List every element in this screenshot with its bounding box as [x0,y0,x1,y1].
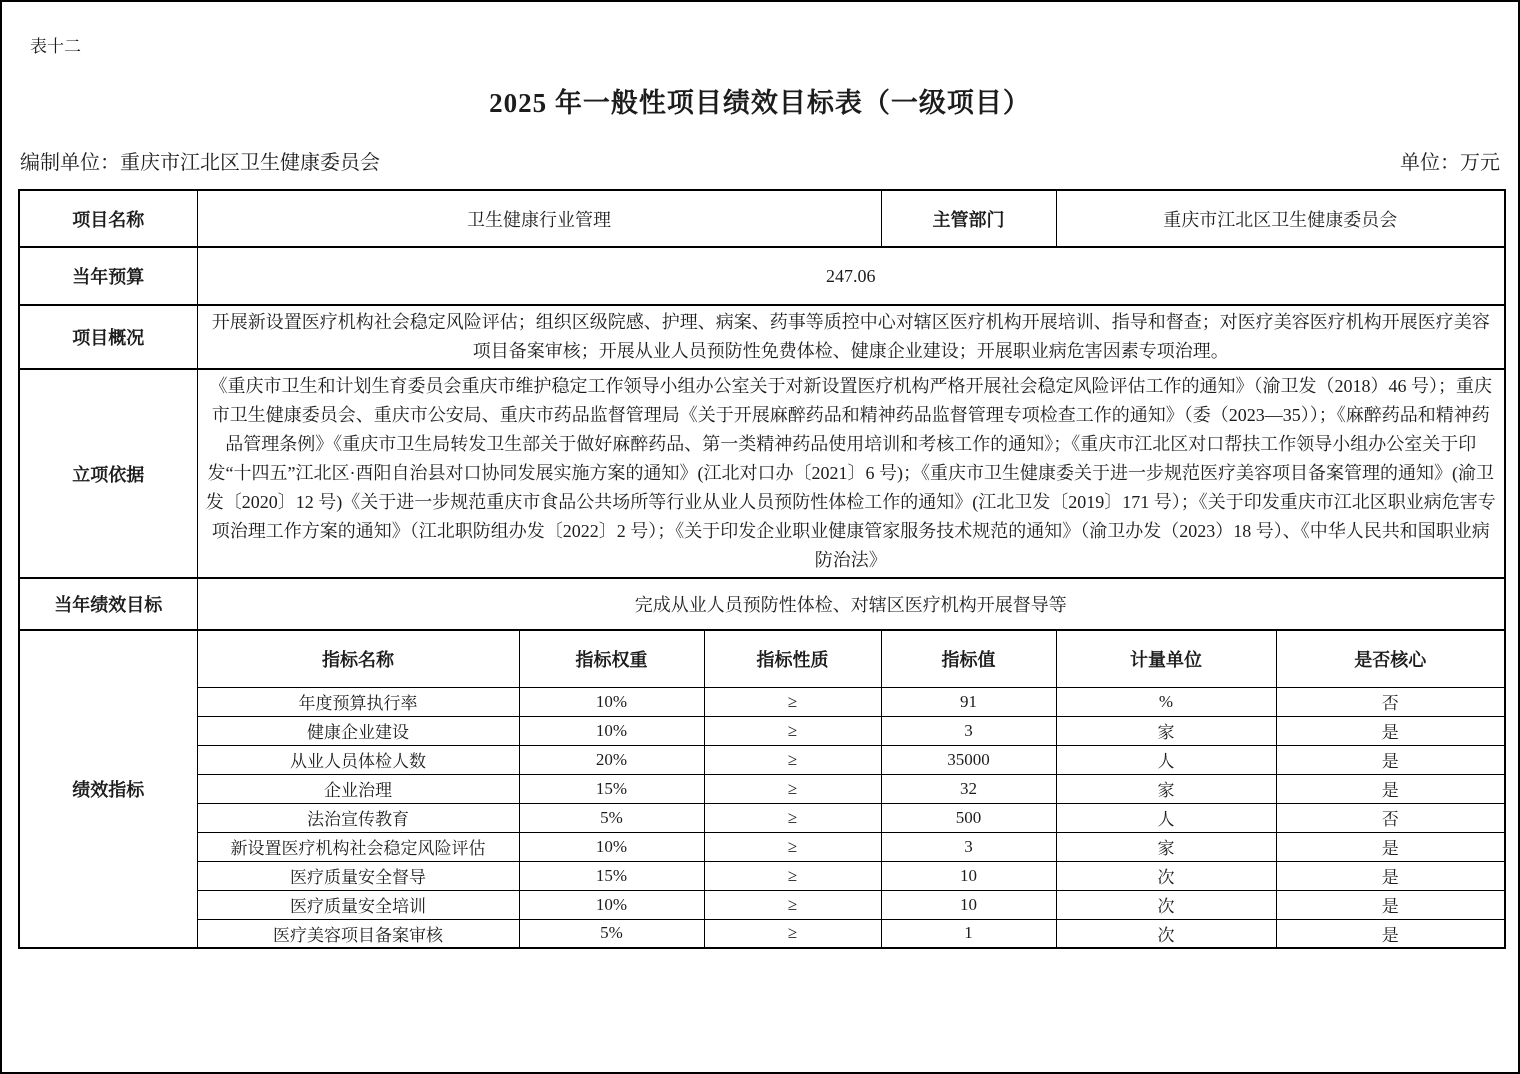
metric-name: 年度预算执行率 [197,687,519,716]
metric-weight: 15% [519,861,704,890]
overview-label: 项目概况 [19,305,197,369]
metric-unit: 人 [1056,803,1276,832]
metric-core: 是 [1276,890,1505,919]
metric-value: 10 [881,890,1056,919]
goal-text: 完成从业人员预防性体检、对辖区医疗机构开展督导等 [197,578,1505,630]
metric-value: 10 [881,861,1056,890]
metric-nature: ≥ [704,774,881,803]
metric-nature: ≥ [704,919,881,948]
metric-nature: ≥ [704,687,881,716]
table-row [19,832,1505,861]
col-metric-weight: 指标权重 [519,630,704,687]
table-row [19,687,1505,716]
table-row [19,716,1505,745]
metric-nature: ≥ [704,803,881,832]
metric-weight: 10% [519,890,704,919]
metric-unit: 次 [1056,861,1276,890]
performance-target-table [18,189,1506,949]
metric-nature: ≥ [704,890,881,919]
dept-value: 重庆市江北区卫生健康委员会 [1056,190,1505,247]
metric-value: 3 [881,716,1056,745]
metric-name: 医疗质量安全督导 [197,861,519,890]
metric-weight: 10% [519,687,704,716]
metric-core: 是 [1276,774,1505,803]
goal-label: 当年绩效目标 [19,578,197,630]
table-row [19,803,1505,832]
col-metric-unit: 计量单位 [1056,630,1276,687]
metric-core: 是 [1276,716,1505,745]
budget-value: 247.06 [197,247,1505,305]
metrics-header-row [19,630,1505,687]
table-tag: 表十二 [30,37,81,56]
table-row [19,919,1505,948]
metric-weight: 10% [519,716,704,745]
metric-core: 是 [1276,745,1505,774]
metric-weight: 15% [519,774,704,803]
table-row [19,774,1505,803]
metric-name: 法治宣传教育 [197,803,519,832]
metric-unit: 次 [1056,890,1276,919]
table-row [19,861,1505,890]
basis-label: 立项依据 [19,369,197,578]
row-overview [19,305,1505,369]
metric-core: 是 [1276,919,1505,948]
row-goal [19,578,1505,630]
col-metric-core: 是否核心 [1276,630,1505,687]
metric-value: 500 [881,803,1056,832]
metric-unit: 家 [1056,774,1276,803]
metric-name: 健康企业建设 [197,716,519,745]
project-name-label: 项目名称 [19,190,197,247]
dept-label: 主管部门 [881,190,1056,247]
metric-weight: 10% [519,832,704,861]
metric-core: 是 [1276,861,1505,890]
col-metric-value: 指标值 [881,630,1056,687]
project-name-value: 卫生健康行业管理 [197,190,881,247]
row-basis [19,369,1505,578]
prepared-by: 编制单位：重庆市江北区卫生健康委员会 [20,152,380,174]
metric-value: 91 [881,687,1056,716]
metric-weight: 5% [519,803,704,832]
metric-core: 是 [1276,832,1505,861]
col-metric-name: 指标名称 [197,630,519,687]
metric-unit: 家 [1056,832,1276,861]
col-metric-nature: 指标性质 [704,630,881,687]
metric-weight: 20% [519,745,704,774]
metric-core: 否 [1276,687,1505,716]
metric-unit: 次 [1056,919,1276,948]
metric-weight: 5% [519,919,704,948]
metric-value: 1 [881,919,1056,948]
metric-name: 从业人员体检人数 [197,745,519,774]
basis-text: 《重庆市卫生和计划生育委员会重庆市维护稳定工作领导小组办公室关于对新设置医疗机构严格开展社会稳定风险评估工作的通知》（渝卫发（2018）46 号）；重庆市卫生健康委员会、重庆市公安局、重庆市药品监督管理局《关于开展麻醉药品和精神药品监督管理专项检查工作的通知》（委（2023—35））；《麻醉药品和精神药品管理条例》《重庆市卫生局转发卫生部关于做好麻醉药品、第一类精神药品使用培训和考核工作的通知》；《重庆市江北区对口帮扶工作领导小组办公室关于印发“十四五”江北区·酉阳自治县对口协同发展实施方案的通知》(江北对口办〔2021〕6 号)；《重庆市卫生健康委关于进一步规范医疗美容项目备案管理的通知》(渝卫发〔2020〕12 号)《关于进一步规范重庆市食品公共场所等行业从业人员预防性体检工作的通知》(江北卫发〔2019〕171 号）；《关于印发重庆市江北区职业病危害专项治理工作方案的通知》（江北职防组办发〔2022〕2 号）；《关于印发企业职业健康管家服务技术规范的通知》（渝卫办发（2023）18 号）、《中华人民共和国职业病防治法》 [197,369,1505,578]
metric-unit: % [1056,687,1276,716]
unit-label: 单位：万元 [1400,152,1500,174]
metric-name: 新设置医疗机构社会稳定风险评估 [197,832,519,861]
metric-nature: ≥ [704,716,881,745]
metric-core: 否 [1276,803,1505,832]
table-row [19,890,1505,919]
metric-unit: 家 [1056,716,1276,745]
overview-text: 开展新设置医疗机构社会稳定风险评估；组织区级院感、护理、病案、药事等质控中心对辖区医疗机构开展培训、指导和督查；对医疗美容医疗机构开展医疗美容项目备案审核；开展从业人员预防性免费体检、健康企业建设；开展职业病危害因素专项治理。 [197,305,1505,369]
metric-value: 3 [881,832,1056,861]
metric-nature: ≥ [704,832,881,861]
metric-nature: ≥ [704,745,881,774]
metric-value: 32 [881,774,1056,803]
meta-row [18,146,1502,175]
metric-nature: ≥ [704,861,881,890]
row-project-name [19,190,1505,247]
metric-name: 医疗质量安全培训 [197,890,519,919]
metric-value: 35000 [881,745,1056,774]
metric-name: 企业治理 [197,774,519,803]
table-row [19,745,1505,774]
metric-name: 医疗美容项目备案审核 [197,919,519,948]
metric-unit: 人 [1056,745,1276,774]
metrics-label: 绩效指标 [19,630,197,948]
budget-label: 当年预算 [19,247,197,305]
row-budget [19,247,1505,305]
page-title: 2025 年一般性项目绩效目标表（一级项目） [489,88,1031,118]
